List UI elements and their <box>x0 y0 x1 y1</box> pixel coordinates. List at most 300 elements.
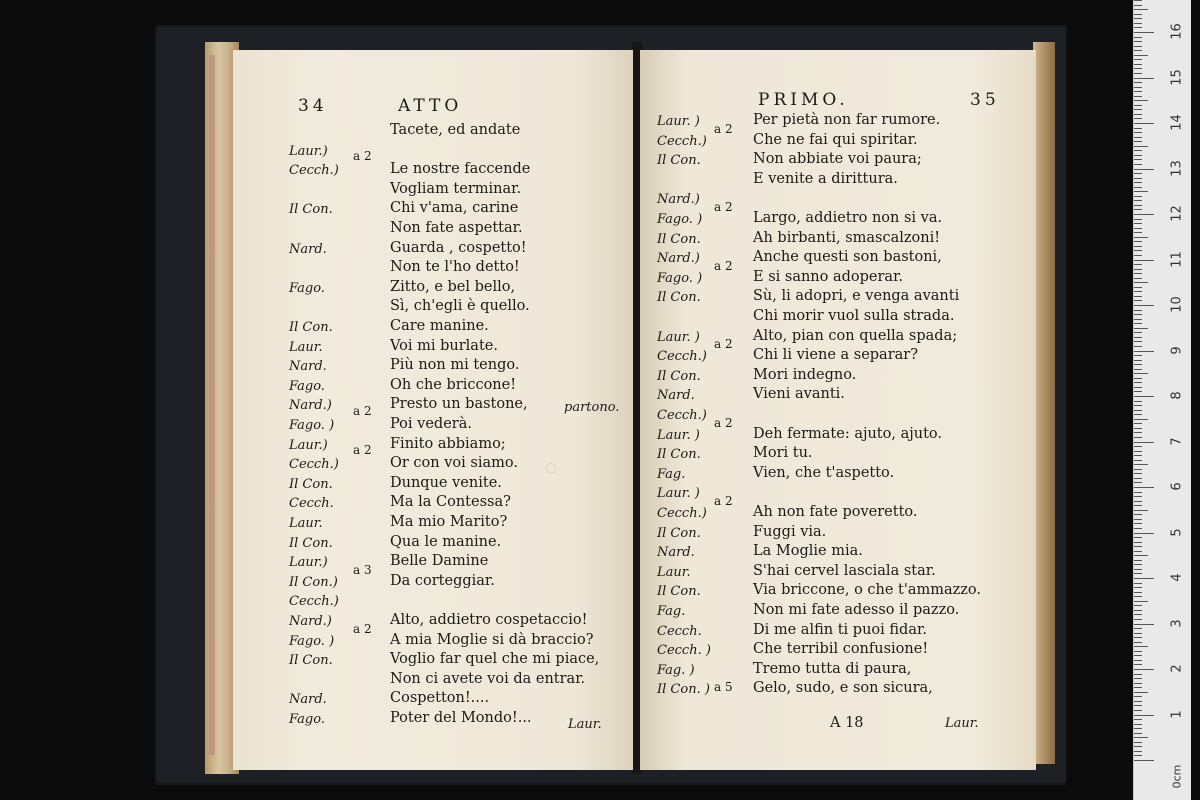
stage-direction: partono. <box>564 400 620 415</box>
ruler-tick <box>1134 109 1142 110</box>
ruler-number: 14 <box>1169 114 1185 131</box>
ruler-tick <box>1134 373 1148 374</box>
verse-line: Più non mi tengo. <box>390 357 520 374</box>
speaker-label: Fago. ) <box>657 270 703 286</box>
ensemble-mark: a 2 <box>353 443 372 458</box>
ruler-tick <box>1134 155 1142 156</box>
ruler-tick <box>1134 555 1148 556</box>
ruler-tick <box>1134 132 1142 133</box>
ruler-tick <box>1134 528 1142 529</box>
speaker-label: Fago. ) <box>289 633 335 649</box>
verse-line: Qua le manine. <box>390 533 502 550</box>
ruler-tick <box>1134 746 1142 747</box>
ruler-number: 11 <box>1169 250 1185 268</box>
ruler-tick <box>1134 332 1142 333</box>
ruler-number: 15 <box>1169 68 1185 86</box>
verse-line: Sì, ch'egli è quello. <box>390 298 530 315</box>
ruler-tick <box>1134 428 1142 429</box>
ruler-tick <box>1134 187 1142 188</box>
verse-line: Gelo, sudo, e son sicura, <box>753 680 933 697</box>
ruler-tick <box>1134 460 1142 461</box>
ruler-tick <box>1134 223 1142 224</box>
ruler-tick <box>1134 583 1142 584</box>
speaker-label: Il Con. <box>657 525 701 541</box>
ruler-tick <box>1134 724 1142 725</box>
ruler-tick <box>1134 364 1142 365</box>
ruler-tick <box>1134 310 1142 311</box>
ruler-tick <box>1134 578 1154 579</box>
ensemble-mark: a 2 <box>353 149 372 164</box>
ruler-tick <box>1134 514 1142 515</box>
verse-line: Presto un bastone, <box>390 396 528 413</box>
ruler-tick <box>1134 191 1148 192</box>
verse-line: Ma mio Marito? <box>390 514 508 530</box>
running-header: ATTO <box>398 96 463 116</box>
ensemble-mark: a 2 <box>353 621 372 636</box>
ruler-tick <box>1134 205 1142 206</box>
left-page <box>233 50 633 770</box>
ruler-tick <box>1134 182 1142 183</box>
ruler-tick <box>1134 159 1142 160</box>
library-watermark: ◌ <box>545 460 558 476</box>
verse-line: Da corteggiar. <box>390 572 495 589</box>
speaker-label: Fago. ) <box>657 212 703 227</box>
ruler-tick <box>1134 64 1142 65</box>
ruler-tick <box>1134 696 1142 697</box>
ruler-tick <box>1134 123 1154 124</box>
ruler-tick <box>1134 114 1142 115</box>
speaker-label: Cecch.) <box>289 457 339 473</box>
speaker-label: Laur. ) <box>657 427 700 443</box>
ruler-tick <box>1134 614 1142 615</box>
verse-line: Voi mi burlate. <box>390 337 498 354</box>
speaker-label: Nard. <box>289 241 327 257</box>
ruler-tick <box>1134 9 1148 10</box>
ruler-number: 13 <box>1169 159 1185 177</box>
verse-line: Di me alfin ti puoi fidar. <box>753 621 927 638</box>
ruler-tick <box>1134 255 1142 256</box>
verse-line: Tacete, ed andate <box>390 122 521 138</box>
ruler-tick <box>1134 100 1148 101</box>
ruler-tick <box>1134 228 1142 229</box>
ruler-tick <box>1134 437 1142 438</box>
speaker-label: Cecch.) <box>657 506 707 521</box>
ruler-tick <box>1134 46 1142 47</box>
ruler-tick <box>1134 519 1142 520</box>
verse-line: Tremo tutta di paura, <box>753 660 912 677</box>
page-edge-tint <box>209 55 215 755</box>
verse-line: E si sanno adoperar. <box>753 268 904 285</box>
ruler-tick <box>1134 601 1148 602</box>
ruler-tick <box>1134 5 1142 6</box>
ruler-tick <box>1134 169 1154 170</box>
ruler-tick <box>1134 505 1142 506</box>
ruler-tick <box>1134 628 1142 629</box>
speaker-label: Laur. ) <box>657 486 700 502</box>
catchword: Laur. <box>568 717 602 732</box>
ruler-tick <box>1134 742 1142 743</box>
page-number: 35 <box>970 90 1000 110</box>
ruler-tick <box>1134 564 1142 565</box>
ruler-tick <box>1134 469 1142 470</box>
ruler-tick <box>1134 633 1142 634</box>
ruler-tick <box>1134 642 1142 643</box>
ruler-tick <box>1134 378 1142 379</box>
ruler-tick <box>1134 396 1154 397</box>
ruler-tick <box>1134 296 1142 297</box>
verse-line: Care manine. <box>390 318 489 334</box>
verse-line: S'hai cervel lasciala star. <box>753 562 936 579</box>
speaker-label: Il Con. <box>657 447 701 463</box>
ruler-number: 7 <box>1169 436 1185 446</box>
speaker-label: Nard. <box>289 359 327 375</box>
ruler-tick <box>1134 678 1142 679</box>
verse-line: Vogliam terminar. <box>390 180 522 197</box>
speaker-label: Cecch.) <box>289 163 339 179</box>
measuring-ruler <box>1133 0 1191 800</box>
verse-line: Largo, addietro non si va. <box>753 210 943 226</box>
signature-mark: A 18 <box>830 715 864 731</box>
ruler-tick <box>1134 414 1142 415</box>
ruler-tick <box>1134 523 1142 524</box>
verse-line: Fuggi via. <box>753 523 827 540</box>
ruler-tick <box>1134 360 1142 361</box>
ruler-tick <box>1134 560 1142 561</box>
speaker-label: Cecch. <box>657 623 702 639</box>
ruler-tick <box>1134 68 1142 69</box>
ruler-number: 16 <box>1169 23 1185 40</box>
ensemble-mark: a 2 <box>714 337 733 352</box>
ruler-tick <box>1134 118 1142 119</box>
speaker-label: Laur.) <box>289 555 328 571</box>
ruler-tick <box>1134 128 1142 129</box>
verse-line: Non abbiate voi paura; <box>753 151 922 168</box>
ruler-tick <box>1134 496 1142 497</box>
ruler-tick <box>1134 260 1154 261</box>
verse-line: Ah birbanti, smascalzoni! <box>753 229 941 246</box>
catchword: Laur. <box>945 716 979 731</box>
ruler-tick <box>1134 442 1154 443</box>
speaker-label: Il Con.) <box>289 574 338 590</box>
ruler-tick <box>1134 683 1142 684</box>
ruler-tick <box>1134 55 1148 56</box>
ruler-tick <box>1134 305 1154 306</box>
verse-line: Le nostre faccende <box>390 161 531 178</box>
verse-line: Zitto, e bel bello, <box>390 278 516 295</box>
ensemble-mark: a 2 <box>714 494 733 509</box>
ruler-tick <box>1134 451 1142 452</box>
ruler-tick <box>1134 141 1142 142</box>
ruler-unit: 0cm <box>1170 764 1184 789</box>
speaker-label: Laur. ) <box>657 114 700 129</box>
speaker-label: Laur. <box>289 516 323 531</box>
ensemble-mark: a 2 <box>714 415 733 430</box>
ruler-tick <box>1134 760 1154 761</box>
verse-line: Non ci avete voi da entrar. <box>390 670 586 687</box>
ruler-tick <box>1134 382 1142 383</box>
ruler-tick <box>1134 264 1142 265</box>
verse-line: Chi li viene a separar? <box>753 347 918 364</box>
running-header: PRIMO. <box>758 90 849 110</box>
ruler-tick <box>1134 751 1142 752</box>
speaker-label: Il Con. <box>289 202 333 218</box>
ruler-tick <box>1134 646 1148 647</box>
ruler-tick <box>1134 41 1142 42</box>
ruler-tick <box>1134 146 1148 147</box>
ruler-tick <box>1134 369 1142 370</box>
speaker-label: Laur.) <box>289 437 328 453</box>
speaker-label: Il Con. <box>657 368 701 384</box>
ensemble-mark: a 2 <box>714 121 733 136</box>
speaker-label: Nard.) <box>657 251 700 267</box>
speaker-label: Il Con. <box>657 584 701 600</box>
ruler-tick <box>1134 241 1142 242</box>
ruler-tick <box>1134 323 1142 324</box>
ruler-tick <box>1134 32 1154 33</box>
speaker-label: Fag. ) <box>657 662 695 678</box>
speaker-label: Nard.) <box>657 192 700 208</box>
ruler-tick <box>1134 573 1142 574</box>
speaker-label: Il Con. ) <box>657 682 710 698</box>
ruler-tick <box>1134 660 1142 661</box>
verse-line: Ma la Contessa? <box>390 494 511 511</box>
speaker-label: Cecch.) <box>289 594 339 610</box>
ruler-tick <box>1134 341 1142 342</box>
ruler-tick <box>1134 137 1142 138</box>
ruler-tick <box>1134 50 1142 51</box>
ruler-tick <box>1134 596 1142 597</box>
verse-line: Dunque venite. <box>390 474 502 491</box>
ruler-number: 3 <box>1169 618 1185 628</box>
verse-line: Che ne fai qui spiritar. <box>753 131 918 148</box>
ruler-number: 6 <box>1169 482 1185 491</box>
speaker-label: Il Con. <box>289 320 333 335</box>
page-number: 34 <box>298 96 328 116</box>
ruler-tick <box>1134 337 1142 338</box>
ruler-number: 10 <box>1169 296 1185 313</box>
ruler-tick <box>1134 314 1142 315</box>
verse-line: Che terribil confusione! <box>753 641 929 658</box>
verse-line: Guarda , cospetto! <box>390 239 527 256</box>
ruler-tick <box>1134 687 1142 688</box>
ruler-tick <box>1134 755 1142 756</box>
ruler-tick <box>1134 214 1154 215</box>
verse-line: Mori tu. <box>753 445 813 462</box>
ruler-tick <box>1134 351 1154 352</box>
ruler-tick <box>1134 82 1142 83</box>
speaker-label: Laur.) <box>289 143 328 159</box>
ruler-number: 4 <box>1169 573 1185 582</box>
ruler-number: 8 <box>1169 391 1185 400</box>
ruler-tick <box>1134 728 1142 729</box>
ruler-tick <box>1134 78 1154 79</box>
ruler-tick <box>1134 455 1142 456</box>
speaker-label: Cecch. <box>289 496 334 512</box>
verse-line: Finito abbiamo; <box>390 435 506 452</box>
verse-line: Poter del Mondo!... <box>390 710 532 726</box>
ruler-tick <box>1134 73 1142 74</box>
ruler-tick <box>1134 410 1142 411</box>
ruler-tick <box>1134 328 1148 329</box>
ruler-tick <box>1134 592 1142 593</box>
ruler-tick <box>1134 246 1142 247</box>
ruler-number: 9 <box>1169 345 1185 355</box>
ruler-tick <box>1134 391 1142 392</box>
verse-line: Chi v'ama, carine <box>390 200 519 217</box>
ruler-tick <box>1134 605 1142 606</box>
speaker-label: Il Con. <box>657 153 701 169</box>
speaker-label: Fago. <box>289 712 325 727</box>
ruler-tick <box>1134 291 1142 292</box>
ruler-tick <box>1134 569 1142 570</box>
ruler-tick <box>1134 232 1142 233</box>
ruler-tick <box>1134 200 1142 201</box>
verse-line: La Moglie mia. <box>753 543 863 560</box>
ruler-number: 1 <box>1169 709 1185 719</box>
ruler-tick <box>1134 619 1142 620</box>
speaker-label: Laur. ) <box>657 329 700 345</box>
ruler-number: 2 <box>1169 664 1185 673</box>
verse-line: Alto, pian con quella spada; <box>753 327 958 344</box>
verse-line: Vieni avanti. <box>753 386 845 403</box>
ruler-tick <box>1134 196 1142 197</box>
speaker-label: Cecch. ) <box>657 643 711 659</box>
speaker-label: Fago. ) <box>289 418 335 433</box>
ruler-tick <box>1134 405 1142 406</box>
speaker-label: Nard.) <box>289 398 332 414</box>
ruler-tick <box>1134 59 1142 60</box>
ruler-tick <box>1134 164 1142 165</box>
verse-line: Deh fermate: ajuto, ajuto. <box>753 425 942 442</box>
ruler-tick <box>1134 510 1148 511</box>
ruler-tick <box>1134 423 1142 424</box>
verse-line: Cospetton!.... <box>390 690 490 707</box>
ensemble-mark: a 2 <box>714 200 733 215</box>
ruler-tick <box>1134 705 1142 706</box>
ruler-tick <box>1134 432 1142 433</box>
ruler-tick <box>1134 737 1148 738</box>
verse-line: Or con voi siamo. <box>390 455 518 472</box>
ruler-tick <box>1134 464 1148 465</box>
verse-line: Voglio far quel che mi piace, <box>390 651 600 668</box>
verse-line: Via briccone, o che t'ammazzo. <box>753 582 982 599</box>
ruler-tick <box>1134 710 1142 711</box>
verse-line: Oh che briccone! <box>390 376 517 393</box>
verse-line: E venite a dirittura. <box>753 170 898 187</box>
verse-line: Non te l'ho detto! <box>390 259 520 276</box>
ruler-tick <box>1134 287 1142 288</box>
verse-line: Per pietà non far rumore. <box>753 112 941 128</box>
right-page <box>640 50 1036 770</box>
ruler-tick <box>1134 178 1142 179</box>
speaker-label: Il Con. <box>657 290 701 306</box>
speaker-label: Nard. <box>657 545 695 561</box>
ruler-tick <box>1134 37 1142 38</box>
ruler-tick <box>1134 482 1142 483</box>
ruler-tick <box>1134 546 1142 547</box>
ruler-tick <box>1134 719 1142 720</box>
ruler-tick <box>1134 664 1142 665</box>
speaker-label: Fago. <box>289 378 325 394</box>
ruler-tick <box>1134 624 1154 625</box>
verse-line: Non mi fate adesso il pazzo. <box>753 602 960 618</box>
speaker-label: Il Con. <box>289 476 333 492</box>
ruler-tick <box>1134 492 1142 493</box>
ruler-tick <box>1134 278 1142 279</box>
ruler-tick <box>1134 14 1142 15</box>
ruler-tick <box>1134 487 1154 488</box>
ruler-tick <box>1134 501 1142 502</box>
ruler-tick <box>1134 91 1142 92</box>
page-edges-right <box>1033 42 1055 764</box>
verse-line: Vien, che t'aspetto. <box>753 464 895 481</box>
ruler-tick <box>1134 209 1142 210</box>
speaker-label: Fago. <box>289 280 325 296</box>
verse-line: A mia Moglie si dà braccio? <box>390 631 594 648</box>
ensemble-mark: a 2 <box>353 404 372 419</box>
ruler-tick <box>1134 18 1142 19</box>
verse-line: Non fate aspettar. <box>390 220 523 236</box>
speaker-label: Laur. <box>657 564 691 580</box>
ruler-tick <box>1134 273 1142 274</box>
ruler-tick <box>1134 610 1142 611</box>
ruler-tick <box>1134 300 1142 301</box>
ruler-tick <box>1134 237 1148 238</box>
ruler-tick <box>1134 150 1142 151</box>
verse-line: Chi morir vuol sulla strada. <box>753 308 955 324</box>
ruler-tick <box>1134 250 1142 251</box>
ensemble-mark: a 2 <box>714 258 733 273</box>
ruler-tick <box>1134 96 1142 97</box>
ruler-tick <box>1134 446 1142 447</box>
ruler-tick <box>1134 319 1142 320</box>
ruler-tick <box>1134 173 1142 174</box>
verse-line: Poi vederà. <box>390 416 472 432</box>
ruler-tick <box>1134 355 1142 356</box>
speaker-label: Cecch.) <box>657 349 707 365</box>
ruler-number: 5 <box>1169 527 1185 537</box>
verse-line: Anche questi son bastoni, <box>753 249 942 266</box>
ruler-tick <box>1134 27 1142 28</box>
speaker-label: Fag. <box>657 466 686 482</box>
ruler-tick <box>1134 23 1142 24</box>
ruler-tick <box>1134 478 1142 479</box>
ensemble-mark: a 3 <box>353 562 372 577</box>
ruler-tick <box>1134 473 1142 474</box>
ruler-tick <box>1134 637 1142 638</box>
ensemble-mark: a 5 <box>714 680 733 695</box>
ruler-tick <box>1134 105 1142 106</box>
verse-line: Mori indegno. <box>753 366 857 383</box>
ruler-tick <box>1134 269 1142 270</box>
verse-line: Sù, li adopri, e venga avanti <box>753 288 960 305</box>
verse-line: Alto, addietro cospetaccio! <box>390 612 588 628</box>
speaker-label: Nard.) <box>289 614 332 629</box>
speaker-label: Cecch.) <box>657 408 707 423</box>
ruler-tick <box>1134 346 1142 347</box>
ruler-tick <box>1134 282 1148 283</box>
ruler-tick <box>1134 692 1148 693</box>
ruler-tick <box>1134 651 1142 652</box>
ruler-tick <box>1134 533 1154 534</box>
ruler-tick <box>1134 733 1142 734</box>
ruler-tick <box>1134 655 1142 656</box>
verse-line: Belle Damine <box>390 553 489 570</box>
ruler-tick <box>1134 0 1142 1</box>
speaker-label: Laur. <box>289 339 323 355</box>
ruler-tick <box>1134 219 1142 220</box>
verse-line: Ah non fate poveretto. <box>753 504 918 520</box>
